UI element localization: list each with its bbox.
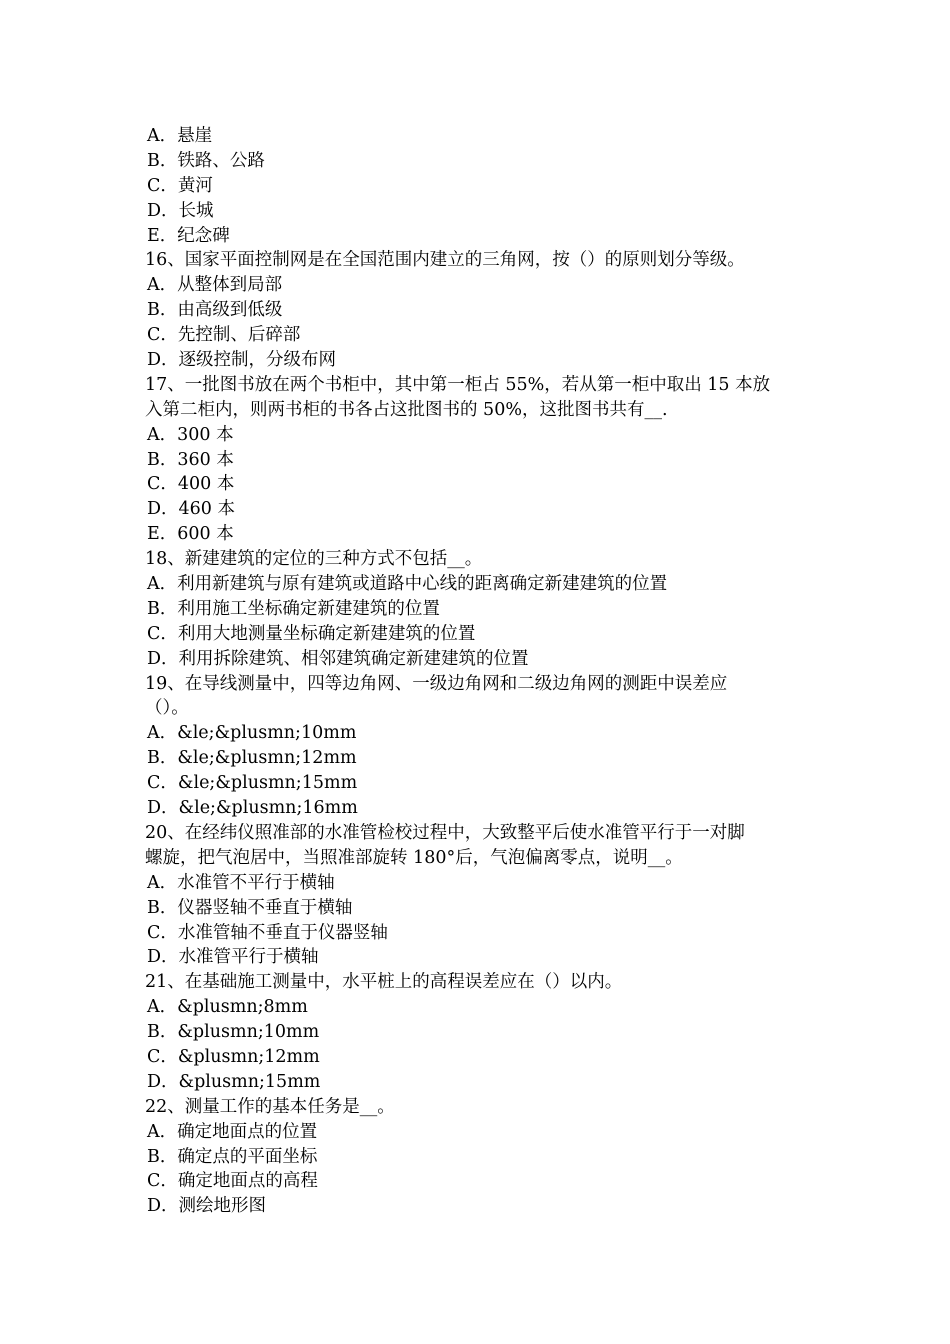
answer-option: B．仪器竖轴不垂直于横轴 [147, 897, 353, 918]
answer-option: D．&le;&plusmn;16mm [147, 798, 358, 819]
answer-option: B．铁路、公路 [147, 150, 265, 171]
question-text: 20、在经纬仪照准部的水准管检校过程中，大致整平后使水准管平行于一对脚 [145, 822, 745, 843]
answer-option: A．利用新建筑与原有建筑或道路中心线的距离确定新建建筑的位置 [147, 574, 668, 595]
answer-option: B．利用施工坐标确定新建建筑的位置 [147, 598, 440, 619]
question-text: 18、新建建筑的定位的三种方式不包括__。 [145, 549, 483, 570]
question-text: （）。 [145, 698, 189, 719]
answer-option: C．400 本 [147, 474, 235, 495]
answer-option: C．先控制、后碎部 [147, 325, 301, 346]
answer-option: B．由高级到低级 [147, 300, 283, 321]
answer-option: C．&le;&plusmn;15mm [147, 773, 358, 794]
answer-option: C．黄河 [147, 175, 213, 196]
answer-option: D．测绘地形图 [147, 1196, 267, 1217]
answer-option: B．&plusmn;10mm [147, 1022, 320, 1043]
question-text: 入第二柜内，则两书柜的书各占这批图书的 50%，这批图书共有__. [145, 399, 668, 420]
question-text: 16、国家平面控制网是在全国范围内建立的三角网，按（）的原则划分等级。 [145, 250, 745, 271]
answer-option: B．360 本 [147, 449, 234, 470]
answer-option: A．&le;&plusmn;10mm [147, 723, 357, 744]
answer-option: D．460 本 [147, 499, 235, 520]
answer-option: B．确定点的平面坐标 [147, 1146, 318, 1167]
answer-option: A．水准管不平行于横轴 [147, 872, 335, 893]
answer-option: D．长城 [147, 200, 214, 221]
answer-option: C．确定地面点的高程 [147, 1171, 318, 1192]
answer-option: C．水准管轴不垂直于仪器竖轴 [147, 922, 388, 943]
answer-option: E．600 本 [147, 524, 234, 545]
question-text: 21、在基础施工测量中，水平桩上的高程误差应在（）以内。 [145, 972, 623, 993]
answer-option: A．悬崖 [147, 126, 213, 146]
question-text: 17、一批图书放在两个书柜中，其中第一柜占 55%，若从第一柜中取出 15 本放 [145, 374, 771, 395]
answer-option: A．确定地面点的位置 [147, 1121, 318, 1142]
answer-option: D．逐级控制，分级布网 [147, 350, 337, 371]
answer-option: D．水准管平行于横轴 [147, 947, 319, 968]
answer-option: A．从整体到局部 [147, 275, 283, 296]
document-body [145, 124, 813, 1219]
answer-option: A．300 本 [147, 424, 234, 445]
answer-option: A．&plusmn;8mm [147, 997, 308, 1018]
answer-option: B．&le;&plusmn;12mm [147, 748, 357, 769]
answer-option: D．&plusmn;15mm [147, 1071, 321, 1092]
question-text: 螺旋，把气泡居中，当照准部旋转 180°后，气泡偏离零点，说明__。 [145, 847, 683, 868]
question-text: 19、在导线测量中，四等边角网、一级边角网和二级边角网的测距中误差应 [145, 673, 728, 694]
question-text: 22、测量工作的基本任务是__。 [145, 1096, 395, 1117]
answer-option: C．利用大地测量坐标确定新建建筑的位置 [147, 623, 476, 644]
answer-option: C．&plusmn;12mm [147, 1046, 320, 1067]
answer-option: D．利用拆除建筑、相邻建筑确定新建建筑的位置 [147, 648, 529, 669]
answer-option: E．纪念碑 [147, 225, 230, 246]
